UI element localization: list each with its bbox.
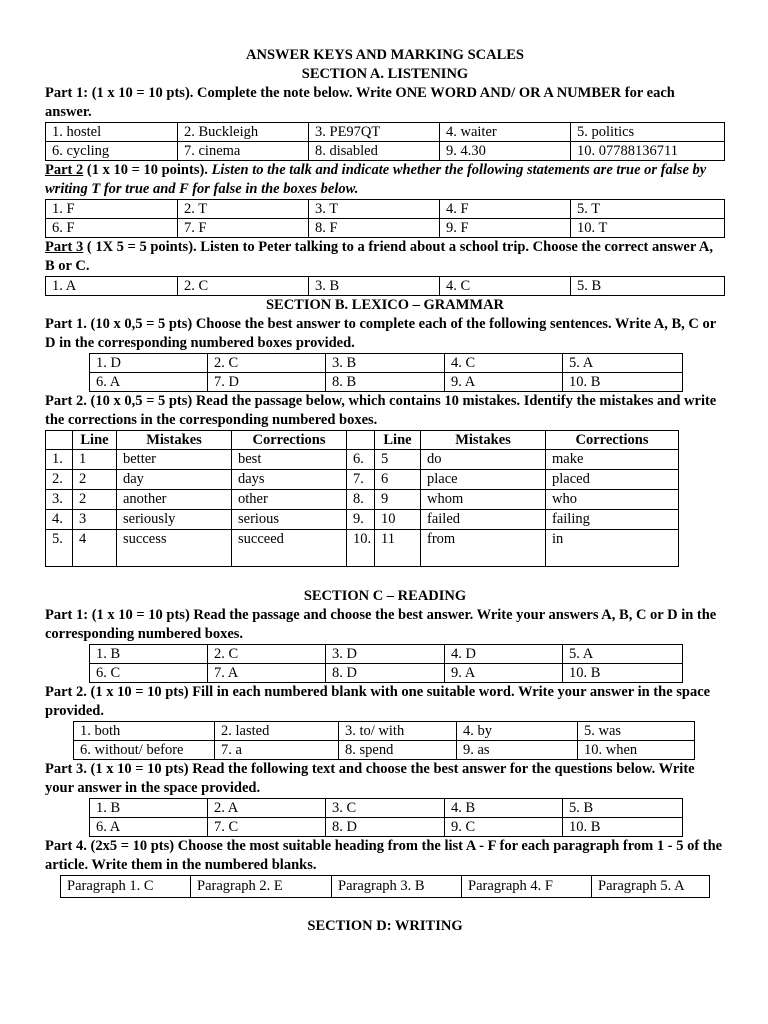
answer-cell: 1. A <box>46 277 178 296</box>
answer-cell: 10. B <box>563 373 683 392</box>
answer-cell: 1. hostel <box>46 123 178 142</box>
answer-cell: 8. D <box>326 664 445 683</box>
answer-cell: 8. B <box>326 373 445 392</box>
section-a-part1-instructions: Part 1: (1 x 10 = 10 pts). Complete the note below. Write ONE WORD AND/ OR A NUMBER for each answer. <box>45 85 675 120</box>
answer-cell: 4. D <box>445 645 563 664</box>
answer-cell: 4. B <box>445 799 563 818</box>
answer-cell: 9. F <box>440 219 571 238</box>
error-cell: 2 <box>73 470 117 490</box>
error-cell: 9 <box>375 490 421 510</box>
answer-cell: 9. A <box>445 664 563 683</box>
answer-cell: Paragraph 1. C <box>61 876 191 898</box>
error-cell: 3. <box>46 490 73 510</box>
error-cell: who <box>546 490 679 510</box>
answer-cell: 7. a <box>215 741 339 760</box>
section-c-part4-table <box>60 875 710 898</box>
error-table-header <box>46 431 679 450</box>
answer-cell: 4. by <box>457 722 578 741</box>
answer-cell: 5. was <box>578 722 695 741</box>
error-cell: make <box>546 450 679 470</box>
answer-cell: 5. B <box>563 799 683 818</box>
answer-cell: 4. C <box>445 354 563 373</box>
error-cell: another <box>117 490 232 510</box>
error-table-header-cell: Line <box>73 431 117 450</box>
section-a-part3-table <box>45 276 725 296</box>
error-cell: 2 <box>73 490 117 510</box>
answer-cell: 3. D <box>326 645 445 664</box>
answer-cell: 1. B <box>90 799 208 818</box>
error-cell: best <box>232 450 347 470</box>
answer-row <box>90 664 683 683</box>
error-cell: 2. <box>46 470 73 490</box>
section-c-title: SECTION C – READING <box>303 588 467 604</box>
answer-cell: 7. C <box>208 818 326 837</box>
section-a-part1-table <box>45 122 725 161</box>
answer-row <box>46 200 725 219</box>
answer-row <box>46 123 725 142</box>
section-c-part1-table <box>89 644 683 683</box>
answer-cell: 7. F <box>178 219 309 238</box>
error-cell: day <box>117 470 232 490</box>
answer-cell: 10. when <box>578 741 695 760</box>
page-title: ANSWER KEYS AND MARKING SCALES <box>246 47 524 63</box>
answer-row <box>90 354 683 373</box>
answer-cell: 7. D <box>208 373 326 392</box>
error-table-header-cell <box>46 431 73 450</box>
section-b-part1-instructions: Part 1. (10 x 0,5 = 5 pts) Choose the best answer to complete each of the following sentences. Write A, B, C or D in the corresponding numbered boxes provided. <box>45 316 716 351</box>
answer-row <box>90 645 683 664</box>
answer-cell: 1. both <box>74 722 215 741</box>
answer-cell: 10. B <box>563 818 683 837</box>
error-cell: 3 <box>73 510 117 530</box>
answer-row <box>74 722 695 741</box>
answer-cell: 6. A <box>90 818 208 837</box>
answer-cell: 2. A <box>208 799 326 818</box>
error-table-header-cell: Mistakes <box>117 431 232 450</box>
answer-cell: 10. 07788136711 <box>571 142 725 161</box>
error-cell: 5. <box>46 530 73 567</box>
error-table-header-cell: Line <box>375 431 421 450</box>
error-cell: 4. <box>46 510 73 530</box>
answer-cell: 2. C <box>178 277 309 296</box>
answer-cell: 3. B <box>309 277 440 296</box>
error-cell: 6. <box>347 450 375 470</box>
answer-cell: 9. as <box>457 741 578 760</box>
error-cell: whom <box>421 490 546 510</box>
answer-row <box>46 219 725 238</box>
answer-cell: 2. Buckleigh <box>178 123 309 142</box>
error-cell: in <box>546 530 679 567</box>
answer-cell: 6. F <box>46 219 178 238</box>
answer-cell: 5. A <box>563 645 683 664</box>
answer-cell: 6. cycling <box>46 142 178 161</box>
error-cell: 10 <box>375 510 421 530</box>
error-cell: 5 <box>375 450 421 470</box>
error-cell: seriously <box>117 510 232 530</box>
error-cell: success <box>117 530 232 567</box>
error-row <box>46 470 679 490</box>
answer-cell: Paragraph 4. F <box>462 876 592 898</box>
answer-cell: 6. C <box>90 664 208 683</box>
error-cell: 10. <box>347 530 375 567</box>
section-c-part1-instructions: Part 1: (1 x 10 = 10 pts) Read the passage and choose the best answer. Write your answers A, B, C or D in the corresponding numbered boxes. <box>45 607 717 642</box>
answer-cell: 3. T <box>309 200 440 219</box>
answer-cell: Paragraph 5. A <box>592 876 710 898</box>
section-a-part2-table <box>45 199 725 238</box>
answer-cell: 1. D <box>90 354 208 373</box>
error-cell: 7. <box>347 470 375 490</box>
answer-cell: 5. A <box>563 354 683 373</box>
section-d-title: SECTION D: WRITING <box>307 918 463 934</box>
error-cell: failing <box>546 510 679 530</box>
error-cell: failed <box>421 510 546 530</box>
answer-cell: 9. 4.30 <box>440 142 571 161</box>
answer-cell: 7. cinema <box>178 142 309 161</box>
error-cell: from <box>421 530 546 567</box>
error-row <box>46 510 679 530</box>
error-cell: 1. <box>46 450 73 470</box>
answer-cell: 3. PE97QT <box>309 123 440 142</box>
answer-cell: 8. D <box>326 818 445 837</box>
section-a-title: SECTION A. LISTENING <box>301 66 469 82</box>
error-cell: 9. <box>347 510 375 530</box>
error-cell: placed <box>546 470 679 490</box>
answer-cell: 6. A <box>90 373 208 392</box>
answer-cell: 2. lasted <box>215 722 339 741</box>
error-cell: days <box>232 470 347 490</box>
answer-cell: 1. F <box>46 200 178 219</box>
answer-row <box>61 876 710 898</box>
error-cell: 1 <box>73 450 117 470</box>
answer-cell: 3. B <box>326 354 445 373</box>
section-c-part4-instructions: Part 4. (2x5 = 10 pts) Choose the most suitable heading from the list A - F for each paragraph from 1 - 5 of the article. Write them in the numbered blanks. <box>45 838 723 873</box>
section-b-title: SECTION B. LEXICO – GRAMMAR <box>265 297 505 313</box>
answer-cell: Paragraph 3. B <box>332 876 462 898</box>
answer-cell: 10. T <box>571 219 725 238</box>
answer-cell: 2. C <box>208 645 326 664</box>
answer-row <box>90 818 683 837</box>
section-c-part3-table <box>89 798 683 837</box>
answer-cell: 3. C <box>326 799 445 818</box>
error-cell: 11 <box>375 530 421 567</box>
answer-cell: 2. T <box>178 200 309 219</box>
error-table-header-cell <box>347 431 375 450</box>
error-cell: other <box>232 490 347 510</box>
answer-cell: 9. C <box>445 818 563 837</box>
error-cell: 4 <box>73 530 117 567</box>
answer-cell: 4. waiter <box>440 123 571 142</box>
answer-cell: 6. without/ before <box>74 741 215 760</box>
section-b-part2-instructions: Part 2. (10 x 0,5 = 5 pts) Read the passage below, which contains 10 mistakes. Identify the mistakes and write the corrections in the corresponding numbered boxes. <box>45 393 717 428</box>
error-table-header-cell: Corrections <box>546 431 679 450</box>
answer-cell: 7. A <box>208 664 326 683</box>
error-cell: succeed <box>232 530 347 567</box>
error-row <box>46 450 679 470</box>
answer-cell: Paragraph 2. E <box>191 876 332 898</box>
answer-cell: 8. F <box>309 219 440 238</box>
answer-cell: 4. C <box>440 277 571 296</box>
section-a-part3-instructions: Part 3 ( 1X 5 = 5 points). Listen to Peter talking to a friend about a school trip. Choose the correct answer A, B or C. <box>45 239 713 274</box>
error-table-header-cell: Corrections <box>232 431 347 450</box>
answer-cell: 10. B <box>563 664 683 683</box>
answer-row <box>46 277 725 296</box>
section-b-error-table <box>45 430 679 567</box>
answer-cell: 1. B <box>90 645 208 664</box>
error-cell: do <box>421 450 546 470</box>
answer-cell: 8. disabled <box>309 142 440 161</box>
answer-cell: 5. T <box>571 200 725 219</box>
error-cell: better <box>117 450 232 470</box>
section-c-part3-instructions: Part 3. (1 x 10 = 10 pts) Read the following text and choose the best answer for the questions below. Write your answer in the space provided. <box>45 761 695 796</box>
error-cell: 6 <box>375 470 421 490</box>
answer-key-page <box>45 46 725 936</box>
answer-cell: 5. B <box>571 277 725 296</box>
answer-cell: 9. A <box>445 373 563 392</box>
answer-cell: 3. to/ with <box>339 722 457 741</box>
answer-row <box>90 373 683 392</box>
answer-cell: 5. politics <box>571 123 725 142</box>
error-cell: 8. <box>347 490 375 510</box>
answer-row <box>46 142 725 161</box>
error-cell: place <box>421 470 546 490</box>
error-row <box>46 490 679 510</box>
answer-cell: 8. spend <box>339 741 457 760</box>
section-c-part2-table <box>73 721 695 760</box>
answer-cell: 2. C <box>208 354 326 373</box>
section-b-part1-table <box>89 353 683 392</box>
error-cell: serious <box>232 510 347 530</box>
section-c-part2-instructions: Part 2. (1 x 10 = 10 pts) Fill in each numbered blank with one suitable word. Write your answer in the space provided. <box>45 684 711 719</box>
section-a-part2-instructions: Part 2 (1 x 10 = 10 points). Listen to the talk and indicate whether the following statements are true or false by writing T for true and F for false in the boxes below. <box>45 162 707 197</box>
answer-cell: 4. F <box>440 200 571 219</box>
answer-row <box>90 799 683 818</box>
error-table-header-cell: Mistakes <box>421 431 546 450</box>
error-row <box>46 530 679 567</box>
answer-row <box>74 741 695 760</box>
